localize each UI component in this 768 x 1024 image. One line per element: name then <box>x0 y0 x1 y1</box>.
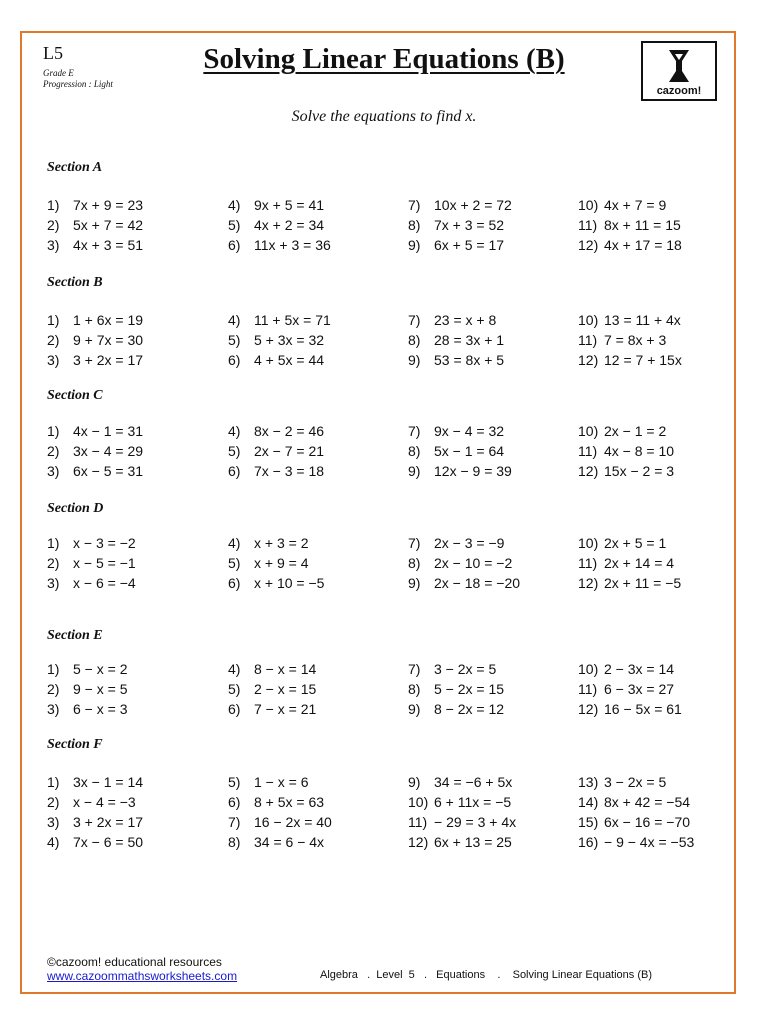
equation: 5 − 2x = 15 <box>434 681 505 697</box>
question-item <box>228 813 332 831</box>
question-item <box>47 660 127 678</box>
question-number: 4) <box>47 834 60 850</box>
question-item <box>578 216 681 234</box>
question-item <box>578 442 674 460</box>
equation: 12x − 9 = 39 <box>434 463 512 479</box>
question-number: 6) <box>228 794 241 810</box>
page-title: Solving Linear Equations (B) <box>203 43 565 75</box>
equation: 6 − 3x = 27 <box>604 681 675 697</box>
question-number: 7) <box>228 814 241 830</box>
equation: 1 − x = 6 <box>254 774 309 790</box>
question-number: 3) <box>47 814 60 830</box>
instruction: Solve the equations to find x. <box>291 108 477 125</box>
question-number: 4) <box>228 312 241 328</box>
cazoom-logo <box>641 41 717 101</box>
logo-text: cazoom! <box>656 85 702 97</box>
question-item <box>578 680 674 698</box>
progression-label: Progression : Light <box>43 79 113 89</box>
equation: 5 − x = 2 <box>73 661 128 677</box>
equation: 3x − 1 = 14 <box>73 774 144 790</box>
equation: 6 + 11x = −5 <box>434 794 512 810</box>
question-item <box>228 554 308 572</box>
equation: 3 + 2x = 17 <box>73 352 144 368</box>
equation: x + 10 = −5 <box>254 575 325 591</box>
question-number: 6) <box>228 463 241 479</box>
question-item <box>228 793 324 811</box>
question-number: 9) <box>408 774 421 790</box>
question-number: 8) <box>408 681 421 697</box>
equation: x − 4 = −3 <box>73 794 136 810</box>
question-item <box>408 236 504 254</box>
question-item <box>47 422 143 440</box>
grade-label: Grade E <box>43 68 74 78</box>
question-item <box>228 422 324 440</box>
question-item <box>578 311 681 329</box>
question-item <box>408 793 511 811</box>
section-title: Section B <box>47 275 103 290</box>
equation: 4x + 3 = 51 <box>73 237 144 253</box>
equation: 6x − 16 = −70 <box>604 814 691 830</box>
question-item <box>408 196 512 214</box>
question-number: 11) <box>578 443 598 459</box>
question-number: 1) <box>47 535 60 551</box>
question-item <box>47 700 127 718</box>
question-item <box>228 331 324 349</box>
equation: x + 9 = 4 <box>254 555 309 571</box>
equation: 7x + 9 = 23 <box>73 197 144 213</box>
question-item <box>228 216 324 234</box>
equation: x − 3 = −2 <box>73 535 136 551</box>
equation: 11x + 3 = 36 <box>254 237 331 253</box>
question-number: 7) <box>408 535 421 551</box>
question-number: 10) <box>578 197 599 213</box>
question-number: 1) <box>47 423 60 439</box>
equation: 2x − 10 = −2 <box>434 555 513 571</box>
equation: 3 + 2x = 17 <box>73 814 144 830</box>
copyright-text: ©cazoom! educational resources <box>47 955 222 969</box>
equation: 11 + 5x = 71 <box>254 312 331 328</box>
question-number: 2) <box>47 443 60 459</box>
equation: 2x − 1 = 2 <box>604 423 667 439</box>
question-number: 9) <box>408 237 421 253</box>
question-number: 3) <box>47 463 60 479</box>
question-item <box>228 700 316 718</box>
question-item <box>228 196 324 214</box>
question-number: 10) <box>578 312 599 328</box>
question-item <box>408 833 512 851</box>
question-number: 9) <box>408 352 421 368</box>
question-number: 8) <box>408 555 421 571</box>
question-item <box>578 773 666 791</box>
question-item <box>578 660 674 678</box>
equation: 10x + 2 = 72 <box>434 197 512 213</box>
equation: 6x + 13 = 25 <box>434 834 512 850</box>
question-item <box>578 534 666 552</box>
question-item <box>228 773 308 791</box>
equation: 7 − x = 21 <box>254 701 317 717</box>
question-item <box>578 462 674 480</box>
equation: 2x + 5 = 1 <box>604 535 667 551</box>
equation: 2 − 3x = 14 <box>604 661 675 677</box>
equation: 9 − x = 5 <box>73 681 128 697</box>
equation: 5x + 7 = 42 <box>73 217 144 233</box>
equation: 13 = 11 + 4x <box>604 312 681 328</box>
question-number: 11) <box>578 217 598 233</box>
question-item <box>578 813 690 831</box>
question-item <box>408 773 512 791</box>
question-number: 1) <box>47 197 60 213</box>
equation: x − 5 = −1 <box>73 555 136 571</box>
equation: 9 + 7x = 30 <box>73 332 144 348</box>
question-item <box>408 216 504 234</box>
question-item <box>47 574 136 592</box>
question-number: 2) <box>47 217 60 233</box>
question-number: 7) <box>408 312 421 328</box>
question-item <box>578 833 694 851</box>
question-number: 4) <box>228 661 241 677</box>
equation: 8x + 11 = 15 <box>604 217 681 233</box>
equation: 6x + 5 = 17 <box>434 237 505 253</box>
question-item <box>578 793 690 811</box>
question-item <box>47 351 143 369</box>
question-number: 13) <box>578 774 599 790</box>
question-number: 10) <box>578 661 599 677</box>
equation: 5 + 3x = 32 <box>254 332 325 348</box>
equation: 8x − 2 = 46 <box>254 423 325 439</box>
equation: x + 3 = 2 <box>254 535 309 551</box>
equation: 4x + 7 = 9 <box>604 197 667 213</box>
equation: 8 − x = 14 <box>254 661 317 677</box>
equation: 5x − 1 = 64 <box>434 443 505 459</box>
question-number: 1) <box>47 661 60 677</box>
question-number: 5) <box>228 774 241 790</box>
question-item <box>47 793 136 811</box>
question-number: 12) <box>578 352 599 368</box>
equation: 7x − 6 = 50 <box>73 834 144 850</box>
question-item <box>228 680 316 698</box>
question-number: 2) <box>47 681 60 697</box>
question-number: 12) <box>408 834 429 850</box>
question-number: 5) <box>228 443 241 459</box>
equation: − 29 = 3 + 4x <box>434 814 517 830</box>
equation: 2x + 11 = −5 <box>604 575 682 591</box>
equation: 34 = 6 − 4x <box>254 834 325 850</box>
question-number: 11) <box>408 814 428 830</box>
equation: 9x + 5 = 41 <box>254 197 325 213</box>
question-number: 9) <box>408 575 421 591</box>
question-item <box>408 813 516 831</box>
question-item <box>47 534 136 552</box>
equation: 3 − 2x = 5 <box>434 661 497 677</box>
level-label: L5 <box>43 43 63 63</box>
question-number: 3) <box>47 575 60 591</box>
equation: 8 − 2x = 12 <box>434 701 505 717</box>
equation: 7 = 8x + 3 <box>604 332 667 348</box>
question-number: 12) <box>578 575 599 591</box>
section-title: Section C <box>47 388 103 403</box>
question-number: 4) <box>228 423 241 439</box>
question-number: 3) <box>47 352 60 368</box>
question-item <box>408 462 512 480</box>
question-number: 7) <box>408 661 421 677</box>
website-link[interactable]: www.cazoommathsworksheets.com <box>47 969 238 983</box>
question-number: 14) <box>578 794 599 810</box>
question-number: 7) <box>408 197 421 213</box>
question-number: 6) <box>228 352 241 368</box>
question-item <box>47 554 136 572</box>
question-number: 3) <box>47 701 60 717</box>
question-number: 5) <box>228 217 241 233</box>
question-number: 5) <box>228 681 241 697</box>
question-number: 9) <box>408 463 421 479</box>
question-item <box>408 700 504 718</box>
question-item <box>228 311 331 329</box>
footer-credits <box>47 955 237 983</box>
question-number: 8) <box>408 443 421 459</box>
section-title: Section D <box>47 501 104 516</box>
question-number: 2) <box>47 794 60 810</box>
question-number: 5) <box>228 332 241 348</box>
section-title: Section A <box>47 160 103 175</box>
question-number: 11) <box>578 555 598 571</box>
equation: 4x − 1 = 31 <box>73 423 144 439</box>
equation: 2x − 18 = −20 <box>434 575 521 591</box>
question-number: 11) <box>578 332 598 348</box>
question-item <box>47 236 143 254</box>
question-item <box>408 351 504 369</box>
question-item <box>408 574 520 592</box>
question-number: 4) <box>228 197 241 213</box>
equation: 1 + 6x = 19 <box>73 312 144 328</box>
question-item <box>47 331 143 349</box>
question-number: 10) <box>578 535 599 551</box>
question-number: 6) <box>228 237 241 253</box>
question-number: 12) <box>578 463 599 479</box>
equation: 2x + 14 = 4 <box>604 555 675 571</box>
equation: 4x + 2 = 34 <box>254 217 325 233</box>
equation: 53 = 8x + 5 <box>434 352 505 368</box>
question-item <box>408 331 504 349</box>
question-number: 9) <box>408 701 421 717</box>
question-item <box>228 534 308 552</box>
question-item <box>228 833 324 851</box>
equation: 4x − 8 = 10 <box>604 443 675 459</box>
equation: 9x − 4 = 32 <box>434 423 505 439</box>
question-item <box>47 462 143 480</box>
question-item <box>47 680 127 698</box>
question-item <box>408 442 504 460</box>
section-title: Section E <box>47 628 103 643</box>
equation: x − 6 = −4 <box>73 575 136 591</box>
question-item <box>228 442 324 460</box>
question-item <box>47 813 143 831</box>
section-title: Section F <box>47 737 103 752</box>
question-number: 4) <box>228 535 241 551</box>
equation: 6 − x = 3 <box>73 701 128 717</box>
question-number: 8) <box>408 217 421 233</box>
question-item <box>47 773 143 791</box>
question-item <box>578 422 666 440</box>
question-item <box>578 331 666 349</box>
footer-breadcrumb: Algebra . Level 5 . Equations . Solving Linear Equations (B) <box>320 969 653 981</box>
question-number: 1) <box>47 774 60 790</box>
question-item <box>47 196 143 214</box>
question-item <box>47 311 143 329</box>
equation: 7x − 3 = 18 <box>254 463 325 479</box>
question-number: 12) <box>578 237 599 253</box>
question-number: 5) <box>228 555 241 571</box>
question-item <box>408 554 512 572</box>
question-item <box>408 311 496 329</box>
equation: 16 − 2x = 40 <box>254 814 332 830</box>
equation: 7x + 3 = 52 <box>434 217 505 233</box>
question-item <box>408 534 504 552</box>
equation: 4x + 17 = 18 <box>604 237 682 253</box>
equation: 2 − x = 15 <box>254 681 317 697</box>
hourglass-icon <box>667 49 691 83</box>
question-item <box>228 574 324 592</box>
question-number: 2) <box>47 332 60 348</box>
question-item <box>228 351 324 369</box>
question-item <box>578 196 666 214</box>
question-item <box>578 574 681 592</box>
equation: 23 = x + 8 <box>434 312 497 328</box>
question-number: 10) <box>578 423 599 439</box>
equation: 12 = 7 + 15x <box>604 352 682 368</box>
question-item <box>228 462 324 480</box>
equation: 28 = 3x + 1 <box>434 332 505 348</box>
question-number: 16) <box>578 834 599 850</box>
question-number: 8) <box>228 834 241 850</box>
question-number: 6) <box>228 575 241 591</box>
equation: − 9 − 4x = −53 <box>604 834 695 850</box>
equation: 8x + 42 = −54 <box>604 794 691 810</box>
question-number: 1) <box>47 312 60 328</box>
equation: 34 = −6 + 5x <box>434 774 513 790</box>
question-item <box>578 351 682 369</box>
question-number: 3) <box>47 237 60 253</box>
equation: 15x − 2 = 3 <box>604 463 675 479</box>
equation: 16 − 5x = 61 <box>604 701 682 717</box>
question-item <box>578 236 682 254</box>
equation: 2x − 3 = −9 <box>434 535 505 551</box>
question-number: 7) <box>408 423 421 439</box>
question-item <box>47 216 143 234</box>
equation: 4 + 5x = 44 <box>254 352 325 368</box>
question-item <box>408 680 504 698</box>
equation: 8 + 5x = 63 <box>254 794 325 810</box>
question-number: 2) <box>47 555 60 571</box>
question-item <box>47 442 143 460</box>
question-number: 11) <box>578 681 598 697</box>
question-item <box>47 833 143 851</box>
question-item <box>408 422 504 440</box>
question-number: 12) <box>578 701 599 717</box>
question-number: 6) <box>228 701 241 717</box>
equation: 3x − 4 = 29 <box>73 443 144 459</box>
question-item <box>578 554 674 572</box>
question-number: 15) <box>578 814 599 830</box>
question-number: 10) <box>408 794 429 810</box>
question-item <box>578 700 682 718</box>
question-item <box>408 660 496 678</box>
question-item <box>228 660 316 678</box>
equation: 6x − 5 = 31 <box>73 463 144 479</box>
equation: 2x − 7 = 21 <box>254 443 325 459</box>
question-item <box>228 236 331 254</box>
question-number: 8) <box>408 332 421 348</box>
equation: 3 − 2x = 5 <box>604 774 667 790</box>
